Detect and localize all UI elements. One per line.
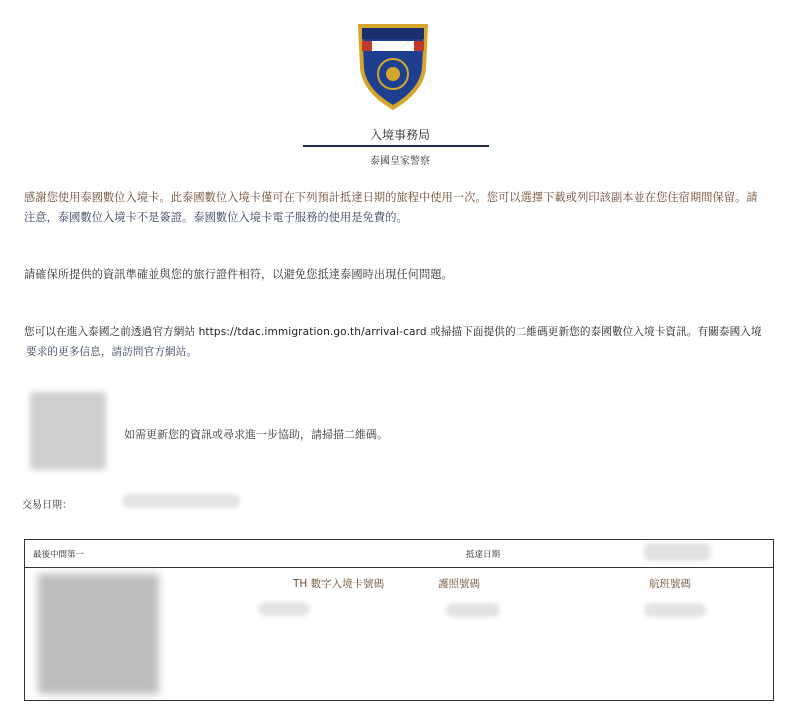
- update-qr-code[interactable]: [30, 392, 106, 470]
- immigration-badge-logo: [354, 18, 432, 114]
- update-info-paragraph: [24, 322, 780, 362]
- arrival-date-label: 抵達日期: [466, 550, 501, 560]
- passport-number-header: 護照號碼: [438, 578, 480, 590]
- qr-instruction-text: 如需更新您的資訊或尋求進一步協助，請掃描二維碼。: [124, 428, 388, 441]
- transaction-date-value-redacted: [122, 494, 240, 508]
- card-header-divider: [24, 567, 774, 568]
- passport-number-value-redacted: [446, 603, 500, 617]
- accuracy-paragraph: 請確保所提供的資訊準確並與您的旅行證件相符，以避免您抵達泰國時出現任何問題。: [24, 268, 453, 281]
- intro-line-1: 感謝您使用泰國數位入境卡。此泰國數位入境卡僅可在下列預計抵達日期的旅程中使用一次。您可以選擇下載或列印該副本並在您住宿期間保留。請: [24, 191, 758, 204]
- flight-number-header: 航班號碼: [649, 578, 691, 590]
- tdac-number-value-redacted: [258, 602, 310, 616]
- name-label: 最後中間第一: [33, 550, 85, 560]
- transaction-date-label: 交易日期：: [22, 500, 72, 511]
- update-info-line-2: 要求的更多信息，請訪問官方網站。: [26, 346, 198, 358]
- arrival-date-value-redacted: [643, 543, 711, 561]
- flight-number-value-redacted: [644, 603, 706, 617]
- intro-line-2: 注意，泰國數位入境卡不是簽證。泰國數位入境卡電子服務的使用是免費的。: [24, 211, 408, 224]
- title-divider: [303, 145, 489, 147]
- intro-paragraph: [24, 188, 780, 228]
- page-title: 入境事務局: [369, 128, 430, 142]
- update-info-line-1: 您可以在進入泰國之前透過官方網站 https://tdac.immigration.go.th/arrival-card 或掃描下面提供的二維碼更新您的泰國數位入境卡資訊。有關泰國入境: [24, 326, 762, 338]
- arrival-card-qr-code: [38, 574, 159, 694]
- tdac-number-header: TH 數字入境卡號碼: [293, 578, 385, 590]
- page-subtitle: 泰國皇家警察: [370, 156, 430, 167]
